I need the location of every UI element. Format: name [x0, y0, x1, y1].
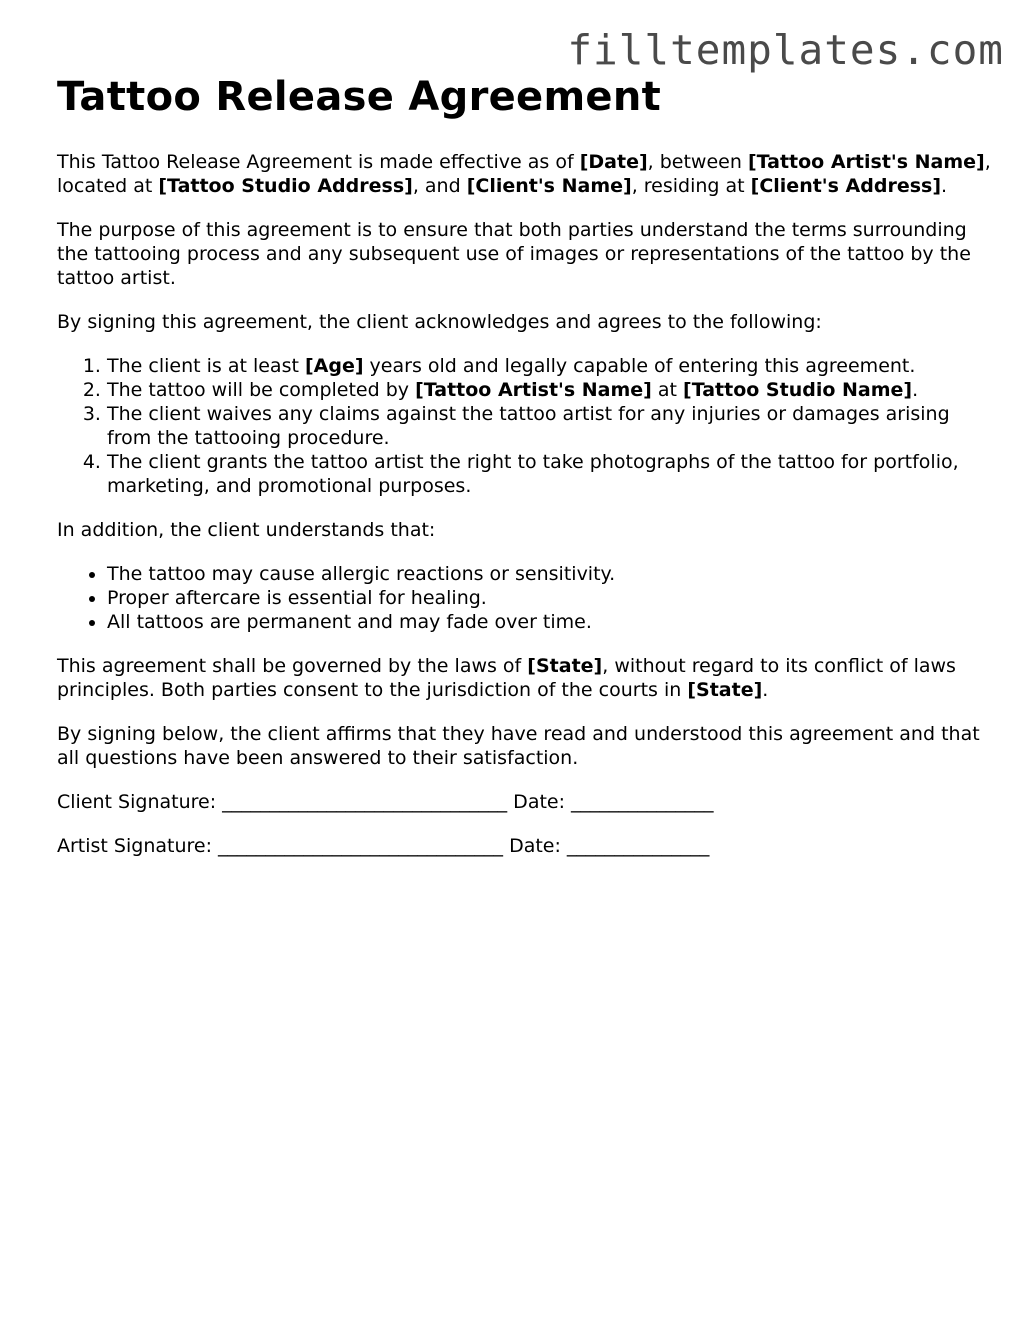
list-item [107, 354, 992, 378]
acknowledge-paragraph: By signing this agreement, the client acknowledges and agrees to the following: [57, 311, 822, 333]
artist-signature-line: Artist Signature: ______________________________ Date: _______________ [57, 835, 710, 857]
term-text: The client is at least [107, 355, 305, 377]
client-address-placeholder: [Client's Address] [750, 175, 942, 197]
governing-text: This agreement shall be governed by the laws of [57, 655, 528, 677]
affirm-paragraph: By signing below, the client affirms that they have read and understood this agreement and that all questions have been answered to their satisfaction. [57, 723, 980, 769]
governing-law-paragraph [57, 654, 992, 702]
term-text: The tattoo will be completed by [107, 379, 416, 401]
date-placeholder: [Date] [579, 151, 648, 173]
purpose-paragraph: The purpose of this agreement is to ensure that both parties understand the terms surrounding the tattooing process and any subsequent use of images or representations of the tattoo by the tattoo artist. [57, 219, 971, 289]
studio-name-placeholder: [Tattoo Studio Name] [683, 379, 913, 401]
list-item: • Proper aftercare is essential for healing. [107, 586, 992, 610]
term-text: . [912, 379, 919, 401]
governing-text: . [762, 679, 769, 701]
client-signature-line: Client Signature: ______________________________ Date: _______________ [57, 791, 714, 813]
list-item: • The tattoo may cause allergic reactions or sensitivity. [107, 562, 992, 586]
age-placeholder: [Age] [304, 355, 364, 377]
addition-paragraph: In addition, the client understands that: [57, 519, 436, 541]
intro-text: , located at [57, 151, 991, 197]
intro-text: . [941, 175, 948, 197]
intro-text: , between [647, 151, 748, 173]
understanding-list [57, 562, 992, 634]
state-placeholder: [State] [687, 679, 763, 701]
artist-name-placeholder: [Tattoo Artist's Name] [415, 379, 652, 401]
intro-paragraph [57, 150, 992, 198]
list-item: • All tattoos are permanent and may fade over time. [107, 610, 992, 634]
governing-text: , without regard to its conflict of laws principles. Both parties consent to the jurisdiction of the courts in [57, 655, 956, 701]
artist-name-placeholder: [Tattoo Artist's Name] [747, 151, 985, 173]
terms-list [57, 354, 992, 498]
list-item [107, 378, 992, 402]
intro-text: , residing at [631, 175, 751, 197]
watermark: filltemplates.com [567, 26, 1004, 74]
document-page [57, 72, 992, 858]
page-title: Tattoo Release Agreement [57, 74, 662, 120]
list-item: 4. The client grants the tattoo artist the right to take photographs of the tattoo for portfolio, marketing, and promotional purposes. [107, 450, 992, 498]
state-placeholder: [State] [527, 655, 603, 677]
intro-text: This Tattoo Release Agreement is made effective as of [57, 151, 580, 173]
term-text: at [651, 379, 684, 401]
intro-text: , and [412, 175, 467, 197]
client-name-placeholder: [Client's Name] [466, 175, 632, 197]
list-item: 3. The client waives any claims against the tattoo artist for any injuries or damages arising from the tattooing procedure. [107, 402, 992, 450]
term-text: years old and legally capable of entering this agreement. [363, 355, 916, 377]
studio-address-placeholder: [Tattoo Studio Address] [158, 175, 413, 197]
